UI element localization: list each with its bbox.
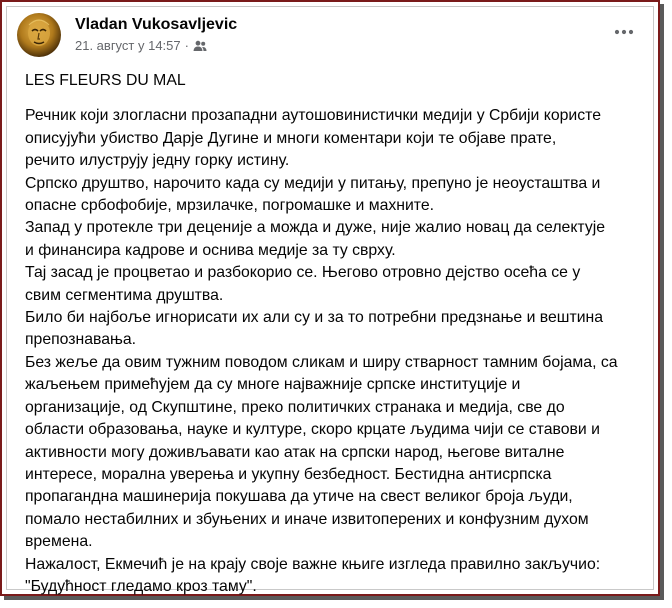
avatar[interactable] <box>17 13 61 57</box>
author-name[interactable]: Vladan Vukosavljevic <box>75 16 238 33</box>
post-card-inner <box>6 6 654 595</box>
post-line: свим сегментима друштва. <box>25 286 224 304</box>
post-line: Речник који злогласни прозападни аутошовинистички медији у Србији користе <box>25 107 601 125</box>
post-line: Тај засад је процветао и разбокорио се. Његово отровно дејство осећа се у <box>25 264 581 282</box>
post-line: речито илуструју једну горку истину. <box>25 152 290 170</box>
post-date[interactable]: 21. август у 14:57 <box>75 38 181 53</box>
post-line: помало нестабилних и збуњених и иначе извитоперених и конфузним духом <box>25 510 589 528</box>
separator-dot: · <box>184 38 189 53</box>
post-line: времена. <box>25 533 93 551</box>
post-line: организације, од Скупштине, преко политичких странака и медија, све до <box>25 398 565 416</box>
post-line: и финансира кадрове и оснива медије за ту сврху. <box>25 241 396 259</box>
post-meta <box>75 38 207 53</box>
post-line: "Будућност гледамо кроз таму". <box>25 577 257 595</box>
post-line: опасне србофобије, мрзилачке, погромашке и махните. <box>25 197 435 215</box>
post-line: области образовања, науке и културе, скоро крцате људима чији се ставови и <box>25 421 600 439</box>
post-line: жаљењем примећујем да су многе најважније српске институције и <box>25 376 521 394</box>
post-line: препознавања. <box>25 331 137 349</box>
post-line: интересе, морална уверења и укупну безбедност. Бестидна антисрпска <box>25 465 552 483</box>
post-line: активности могу доживљавати као атак на српски народ, његове виталне <box>25 443 565 461</box>
post-title: LES FLEURS DU MAL <box>25 72 186 89</box>
friends-icon[interactable] <box>193 40 207 52</box>
ellipsis-icon <box>614 29 634 35</box>
post-line: Без жеље да овим тужним поводом сликам и ширу стварност тамним бојама, са <box>25 353 618 371</box>
post-text <box>25 70 645 598</box>
more-options-button[interactable] <box>609 21 639 43</box>
post-line: Српско друштво, нарочито када су медији у питању, препуно је неоусташтва и <box>25 174 601 192</box>
post-line: Запад у протекле три деценије а можда и дуже, није жалио новац да селектује <box>25 219 606 237</box>
post-line: пропагандна машинерија покушава да утиче на свест великог броја људи, <box>25 488 573 506</box>
avatar-mask-image <box>17 13 61 57</box>
post-line: описујући убиство Дарје Дугине и многи коментари који те објаве прате, <box>25 129 557 147</box>
post-line: Било би најбоље игнорисати их али су и за то потребни предзнање и вештина <box>25 309 604 327</box>
post-header <box>17 13 643 57</box>
post-line: Нажалост, Екмечић је на крају своје важне књиге изгледа правилно закључио: <box>25 555 601 573</box>
